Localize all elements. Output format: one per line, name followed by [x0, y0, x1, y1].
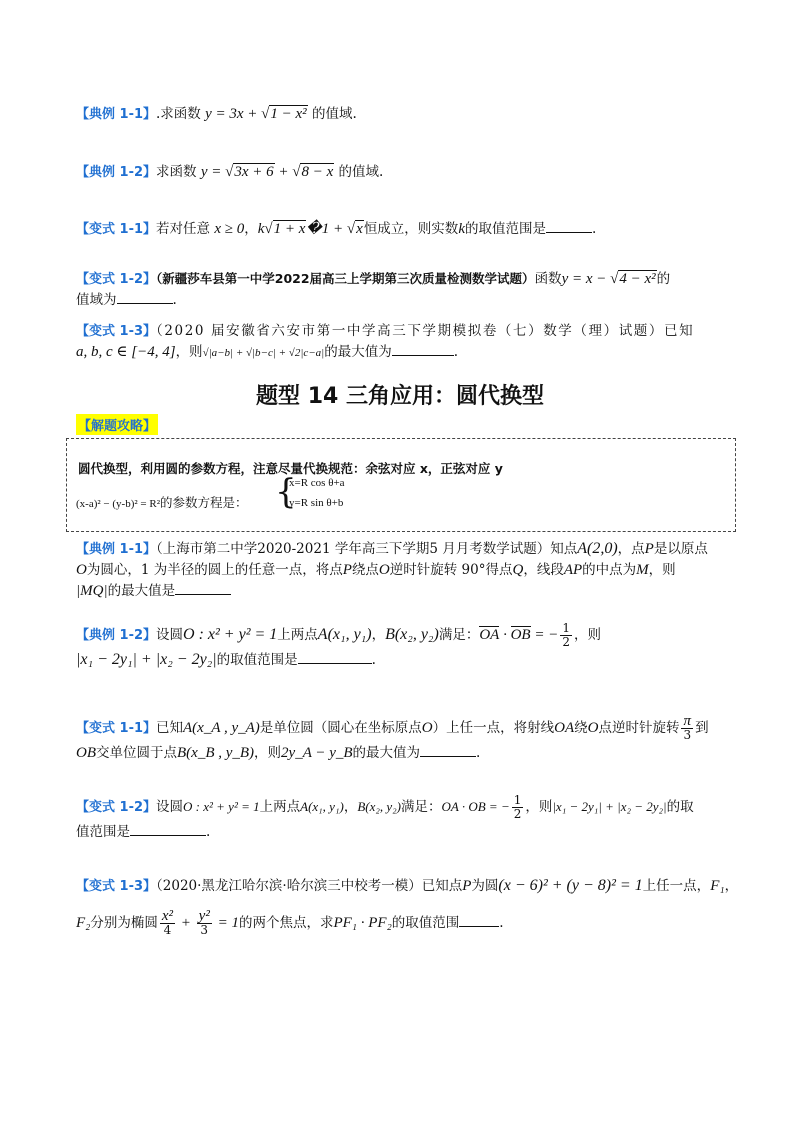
text: .	[591, 221, 597, 237]
variant-1-3-line-2	[76, 342, 458, 363]
text: 恒成立，则实数	[363, 221, 459, 237]
comma: ，	[371, 627, 386, 643]
text: ，线段	[523, 562, 564, 578]
section-title: 题型 14 三角应用：圆代换型	[256, 384, 544, 409]
fraction	[560, 622, 572, 649]
variant-tag: 【变式 1-2】	[76, 272, 157, 287]
source-text: （新疆莎车县第一中学2022届高三上学期第三次质量检测数学试题）	[156, 271, 535, 286]
math-eq: = −	[530, 627, 559, 643]
text: 的最大值是	[107, 583, 176, 599]
example-c1	[76, 539, 708, 560]
text: ，点	[617, 541, 645, 557]
plus-sign: +	[177, 915, 195, 931]
math-point: O	[421, 720, 433, 736]
answer-blank	[117, 290, 173, 304]
numerator: 1	[513, 793, 522, 807]
math-point: F₂	[76, 915, 91, 931]
text: 的取	[666, 799, 694, 815]
math-point: O	[76, 562, 87, 578]
equation: (x-a)² − (y-b)² = R²	[76, 498, 160, 510]
param-x: x=R cos θ+a	[289, 477, 345, 489]
comma: ，	[343, 799, 358, 815]
math-segment: AP	[563, 562, 583, 578]
math-expression: 2y_A − y_B	[281, 745, 353, 761]
text: 求函数	[156, 164, 197, 180]
variant-c4-line-2	[76, 822, 210, 842]
example-c1-line-3	[76, 581, 231, 601]
math-text: �1 +	[306, 221, 347, 237]
text: 是以原点	[653, 541, 708, 557]
text: 满足：	[401, 799, 442, 815]
denominator: 3	[200, 923, 209, 937]
text: 分别为椭圆	[90, 915, 158, 931]
fraction	[160, 910, 175, 937]
math-point: A(2,0)	[577, 540, 618, 557]
math-eq: = 1	[213, 915, 239, 931]
text: ，则	[254, 745, 282, 761]
math-vars: a, b, c ∈ [−4, 4]	[76, 344, 176, 360]
text: 的最大值为	[324, 344, 392, 360]
answer-blank	[546, 219, 592, 233]
variant-1-2-line-2	[76, 290, 177, 310]
denominator: 2	[513, 807, 522, 821]
math-k: k	[458, 221, 465, 237]
circle-equation	[76, 493, 248, 511]
text: .	[371, 652, 376, 668]
math-length: |MQ|	[76, 583, 108, 599]
fraction	[681, 715, 693, 742]
brace-icon: {	[275, 472, 297, 512]
math-condition: x ≥ 0	[214, 221, 245, 237]
text: .	[206, 824, 211, 840]
radicand: 1 − x²	[270, 106, 307, 122]
numerator: y²	[198, 908, 210, 924]
math-point: P	[342, 562, 352, 578]
math-circle: O : x² + y² = 1	[183, 626, 278, 643]
answer-blank	[175, 581, 231, 595]
answer-blank	[420, 743, 476, 757]
radicand: 4 − x²	[619, 271, 656, 287]
variant-1-2	[76, 269, 670, 290]
sqrt-icon: √	[292, 164, 301, 180]
text: 函数	[534, 271, 562, 287]
text: 的取值范围是	[216, 652, 298, 668]
math-expression: √|a−b| + √|b−c| + √2|c−a|	[202, 347, 325, 359]
variant-tag: 【变式 1-1】	[76, 721, 157, 736]
variant-c4	[76, 794, 694, 821]
answer-blank	[459, 913, 499, 927]
sqrt-icon: √	[225, 164, 234, 180]
text: 的最大值为	[352, 745, 421, 761]
source-text: （上海市第二中学2020-2021 学年高三下学期5 月月考数学试题）知点	[156, 541, 578, 557]
text: .	[476, 745, 481, 761]
math-circle: O : x² + y² = 1	[183, 799, 260, 814]
text: 的	[656, 271, 671, 287]
variant-1-3	[76, 321, 694, 342]
math-dot-product: OA · OB = −	[441, 799, 510, 814]
text: 已知	[156, 720, 184, 736]
text: 的值域.	[338, 164, 384, 180]
variant-c5-line-2	[76, 910, 504, 937]
math-point: A(x₁, y₁)	[300, 799, 344, 814]
text: 绕点	[351, 562, 379, 578]
text: 值范围是	[76, 824, 130, 840]
strategy-label: 【解题攻略】	[76, 414, 158, 435]
text: 为圆	[471, 878, 499, 894]
sqrt-icon: √	[610, 271, 619, 287]
comma: ，	[244, 221, 258, 237]
radicand: 1 + x	[273, 221, 306, 237]
text: 到	[695, 720, 709, 736]
numerator: x²	[161, 908, 174, 924]
numerator: 1	[562, 621, 570, 635]
dot: ·	[499, 627, 511, 643]
variant-tag: 【变式 1-3】	[76, 879, 157, 894]
text: ，则	[175, 344, 203, 360]
math-point: Q	[512, 562, 524, 578]
radicand: 3x + 6	[234, 164, 274, 180]
math-point: F₁	[710, 878, 725, 894]
text: 的两个焦点，求	[238, 915, 334, 931]
math-point: B(x₂, y₂)	[385, 626, 439, 643]
math-expression: |x₁ − 2y₁| + |x₂ − 2y₂|	[76, 651, 217, 668]
sqrt-icon: √	[346, 221, 356, 237]
example-1-2	[76, 162, 383, 183]
variant-tag: 【变式 1-3】	[76, 324, 157, 339]
text: 上两点	[277, 627, 318, 643]
math-ray: OB	[76, 745, 96, 761]
variant-tag: 【变式 1-2】	[76, 800, 157, 815]
text: 设圆	[156, 627, 184, 643]
text: 上任一点，	[642, 878, 711, 894]
fraction	[512, 794, 524, 821]
vector-oa: OA	[479, 627, 500, 643]
denominator: 4	[163, 923, 172, 937]
math-point: A(x_A , y_A)	[183, 720, 260, 736]
denominator: 3	[683, 728, 692, 742]
math-point: M	[636, 562, 649, 578]
text: 的参数方程是：	[160, 496, 248, 510]
strategy-box	[66, 438, 736, 532]
math-ray: OA	[554, 720, 575, 736]
radicand: x	[356, 221, 363, 237]
comma: ，	[724, 878, 739, 894]
math-circle: (x − 6)² + (y − 8)² = 1	[498, 877, 643, 894]
text: 的取值范围	[391, 915, 460, 931]
text: 满足：	[438, 627, 480, 643]
math-point: O	[378, 562, 390, 578]
example-c1-line-2	[76, 560, 676, 580]
text: .	[453, 344, 458, 360]
denominator: 2	[562, 635, 570, 649]
text: 点逆时针旋转	[598, 720, 680, 736]
math-point: B(x₂, y₂)	[357, 799, 401, 814]
sqrt-icon: √	[264, 221, 273, 237]
text: .	[499, 915, 504, 931]
text: 上两点	[259, 799, 301, 815]
example-c2-line-2	[76, 650, 376, 670]
example-c2	[76, 622, 601, 649]
source-text: （2020 届安徽省六安市第一中学高三下学期模拟卷（七）数学（理）试题）已知	[156, 323, 695, 339]
text: 若对任意	[156, 221, 211, 237]
text: .	[172, 292, 177, 308]
math-point: B(x_B , y_B)	[177, 745, 255, 761]
vector-ob: OB	[510, 627, 531, 643]
text: 交单位圆于点	[96, 745, 177, 761]
math-point: O	[587, 720, 599, 736]
answer-blank	[130, 822, 206, 836]
example-tag: 【典例 1-1】	[76, 542, 157, 557]
math-point: P	[644, 541, 654, 557]
text: ，则	[573, 627, 601, 643]
answer-blank	[298, 650, 372, 664]
answer-blank	[392, 342, 454, 356]
variant-1-1	[76, 219, 596, 240]
example-1-1	[76, 104, 357, 125]
radicand: 8 − x	[301, 164, 334, 180]
example-tag: 【典例 1-2】	[76, 165, 157, 180]
text: 绕	[574, 720, 588, 736]
text: 的值域.	[311, 106, 357, 122]
text: 为圆心，1 为半径的圆上的任意一点，将点	[86, 562, 343, 578]
math-point: P	[462, 878, 472, 894]
numerator: π	[681, 715, 693, 729]
text: 是单位圆（圆心在坐标原点	[259, 720, 422, 736]
strategy-text: 圆代换型，利用圆的参数方程，注意尽量代换规范：余弦对应 x，正弦对应 y	[78, 461, 503, 476]
math-function: y =	[200, 164, 226, 180]
variant-c3	[76, 715, 709, 742]
variant-c5	[76, 876, 738, 897]
fraction	[197, 910, 212, 937]
sqrt-icon: √	[261, 106, 270, 122]
math-function: y = 3x +	[205, 106, 262, 122]
text: 的中点为	[582, 562, 637, 578]
math-dot-product: PF₁ · PF₂	[333, 915, 392, 931]
plus-sign: +	[274, 164, 293, 180]
text: 逆时针旋转 90°得点	[389, 562, 513, 578]
example-tag: 【典例 1-2】	[76, 628, 157, 643]
text: 设圆	[156, 799, 184, 815]
math-expression: |x₁ − 2y₁| + |x₂ − 2y₂|	[552, 799, 667, 814]
text: 的取值范围是	[464, 221, 546, 237]
math-point: A(x₁, y₁)	[317, 626, 372, 643]
example-tag: 【典例 1-1】	[76, 107, 157, 122]
param-y: y=R sin θ+b	[289, 497, 344, 509]
text: ，则	[648, 562, 676, 578]
source-text: （2020·黑龙江哈尔滨·哈尔滨三中校考一模）已知点	[156, 878, 463, 894]
text: ，则	[525, 799, 553, 815]
math-function: y = x −	[561, 271, 611, 287]
variant-tag: 【变式 1-1】	[76, 222, 157, 237]
math-k: k	[257, 221, 265, 237]
text: .求函数	[156, 106, 201, 122]
text: 值域为	[76, 292, 117, 308]
variant-c3-line-2	[76, 743, 480, 763]
text: ）上任一点，将射线	[432, 720, 555, 736]
